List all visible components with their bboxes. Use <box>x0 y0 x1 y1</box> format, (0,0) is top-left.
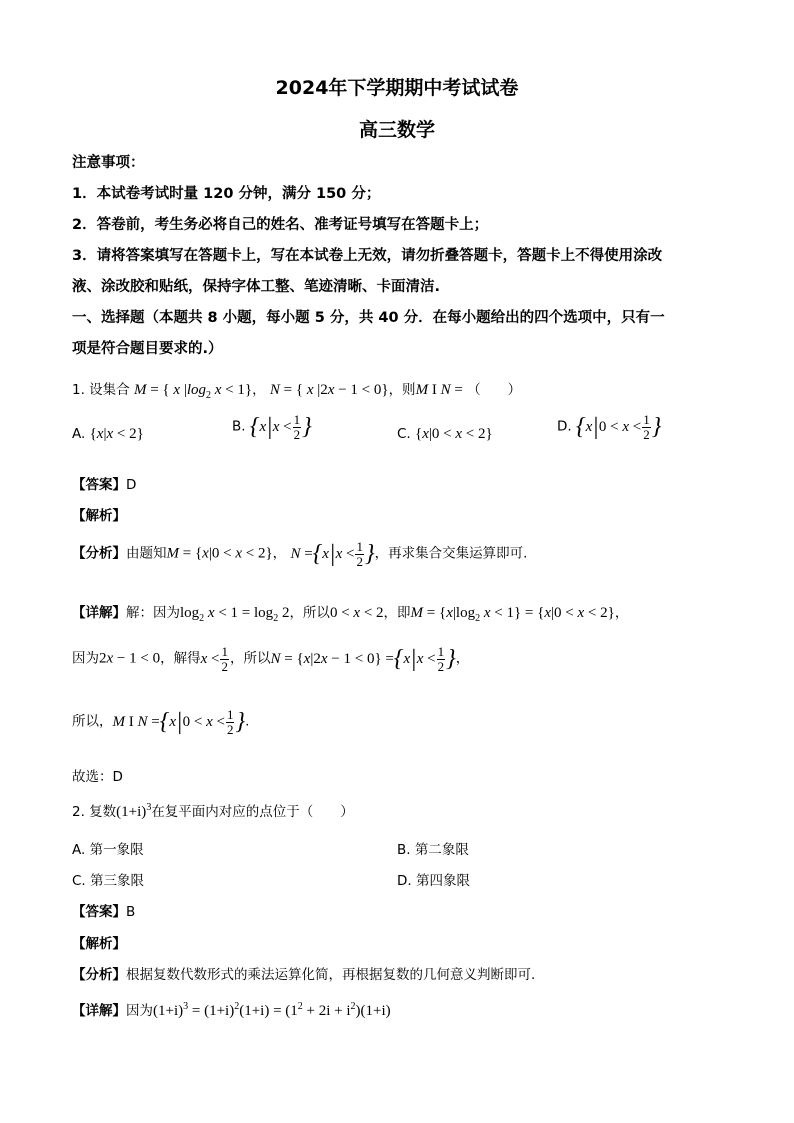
question-1-paren: （ ） <box>467 382 522 398</box>
q2-option-b: B. 第二象限 <box>397 842 469 858</box>
q1-line3-b: . <box>245 713 250 730</box>
q2-option-c: C. 第三象限 <box>72 873 145 889</box>
q1-option-c-label: C. <box>397 426 411 442</box>
formula-set-M: M = { x $|\log_2$ x < 1} <box>133 382 253 401</box>
q1-detail-formula-1: $\log_2 x < 1 = \log_2 2$ <box>180 605 290 624</box>
q1-detail-line1 <box>72 601 628 624</box>
q1-detail-tag: 【详解】 <box>72 605 126 621</box>
section-heading-line2: 项是符合题目要求的.） <box>72 341 223 357</box>
q1-line2-formula-3: N = {x|2x − 1 < 0} ={x|x < $\frac{1}{2}$ } <box>270 644 456 674</box>
q1-option-b-label: B. <box>232 418 246 435</box>
q2-detail-tag: 【详解】 <box>72 1003 126 1019</box>
q2-formula: $(1+i)^3$ <box>116 802 152 820</box>
q1-option-a-label: A. <box>72 426 86 442</box>
q1-analysis-tag: 【解析】 <box>72 508 126 524</box>
q2-fenxi <box>72 963 535 983</box>
q1-fenxi-formula-N: N ={x|x < $\frac{1}{2}$ } <box>290 539 375 569</box>
section-heading-line1: 一、选择题（本题共 8 小题，每小题 5 分，共 40 分．在每小题给出的四个选项中，只有一 <box>72 310 665 326</box>
question-2-suffix: 在复平面内对应的点位于（ ） <box>151 804 354 820</box>
q1-sep: ， <box>252 382 266 398</box>
q2-fenxi-text: 根据复数代数形式的乘法运算化简，再根据复数的几何意义判断即可. <box>126 967 536 983</box>
q1-detail-a: 解：因为 <box>126 605 180 621</box>
q1-option-c-formula: {x|0 < x < 2} <box>415 426 493 442</box>
q1-option-d-label: D. <box>557 418 572 435</box>
q1-detail-b: ，所以 <box>289 605 330 621</box>
q1-fenxi-tag: 【分析】 <box>72 545 126 562</box>
q1-fenxi-b: ， <box>272 545 287 562</box>
question-1-stem <box>72 378 521 401</box>
q2-option-a: A. 第一象限 <box>72 842 144 858</box>
q2-answer-value: B <box>126 904 136 920</box>
q2-fenxi-tag: 【分析】 <box>72 967 126 983</box>
q1-line2-a: 因为 <box>72 650 99 667</box>
q1-line2-c: ，所以 <box>229 650 271 667</box>
q2-answer-tag: 【答案】 <box>72 904 126 920</box>
formula-intersection: M I N = <box>415 382 463 398</box>
q1-line2-d: ， <box>455 650 470 667</box>
question-2-prefix: 2. 复数 <box>72 804 117 820</box>
notes-item-3-line2: 液、涂改胶和贴纸，保持字体工整、笔迹清晰、卡面清洁. <box>72 279 441 295</box>
q1-option-a-formula: {x|x < 2} <box>89 426 144 442</box>
q1-detail-formula-2: 0 < x < 2 <box>329 605 384 621</box>
question-2-stem <box>72 800 354 821</box>
q1-line3-a: 所以， <box>72 713 113 730</box>
q2-analysis-tag: 【解析】 <box>72 936 126 952</box>
q1-answer-value: D <box>126 477 137 493</box>
q1-answer-tag: 【答案】 <box>72 477 126 493</box>
q1-option-a <box>72 426 144 443</box>
q1-detail-line2 <box>72 645 469 673</box>
q2-answer <box>72 900 135 920</box>
q1-line2-formula-1: 2x − 1 < 0 <box>99 650 161 667</box>
formula-set-N: N = { x |2x − 1 < 0} <box>269 382 389 398</box>
q1-fenxi-a: 由题知 <box>126 545 167 562</box>
q2-option-d: D. 第四象限 <box>397 873 470 889</box>
q1-fenxi <box>72 540 527 568</box>
q1-fenxi-formula-M: M = {x|0 < x < 2} <box>166 545 273 562</box>
notes-item-3-line1: 3．请将答案填写在答题卡上，写在本试卷上无效，请勿折叠答题卡，答题卡上不得使用涂改 <box>72 248 663 264</box>
q2-detail-a: 因为 <box>126 1003 153 1019</box>
q1-choose: 故选：D <box>72 769 123 785</box>
exam-title: 2024年下学期期中考试试卷 <box>275 77 519 99</box>
q1-option-d-formula: {x|0 < x < $\frac{1}{2}$ } <box>575 412 662 442</box>
q1-detail-formula-3: $M = \{x|\log_2$ x < 1} = {x|0 < x < 2} <box>410 605 615 624</box>
notes-heading: 注意事项： <box>72 155 145 171</box>
notes-item-2: 2．答卷前，考生务必将自己的姓名、准考证号填写在答题卡上； <box>72 217 489 233</box>
q1-line2-b: ，解得 <box>160 650 201 667</box>
q1-answer <box>72 473 136 493</box>
notes-item-1: 1．本试卷考试时量 120 分钟，满分 150 分； <box>72 186 381 202</box>
question-1-prefix: 1. 设集合 <box>72 382 130 398</box>
q1-detail-c: ，即 <box>383 605 411 621</box>
q1-option-b-formula: {x|x < $\frac{1}{2}$ } <box>249 412 312 442</box>
q1-line3-formula: M I N ={x|0 < x < $\frac{1}{2}$ } <box>112 707 246 737</box>
q1-option-d <box>557 413 661 441</box>
q1-line2-formula-2: x < $\frac{1}{2}$ <box>200 644 228 674</box>
q2-detail-formula: $(1+i)^3 = (1+i)^2(1+i) = (1^2 + 2i + i^2)(1+i)$ <box>153 1001 391 1019</box>
q1-then: ，则 <box>388 382 416 398</box>
q1-option-c <box>397 426 493 443</box>
q1-option-b <box>232 413 312 441</box>
q2-detail <box>72 999 391 1020</box>
q1-detail-line3 <box>72 708 249 736</box>
q1-fenxi-c: ，再求集合交集运算即可. <box>374 545 528 562</box>
exam-subtitle: 高三数学 <box>358 119 435 141</box>
q1-detail-d: ， <box>614 605 629 621</box>
